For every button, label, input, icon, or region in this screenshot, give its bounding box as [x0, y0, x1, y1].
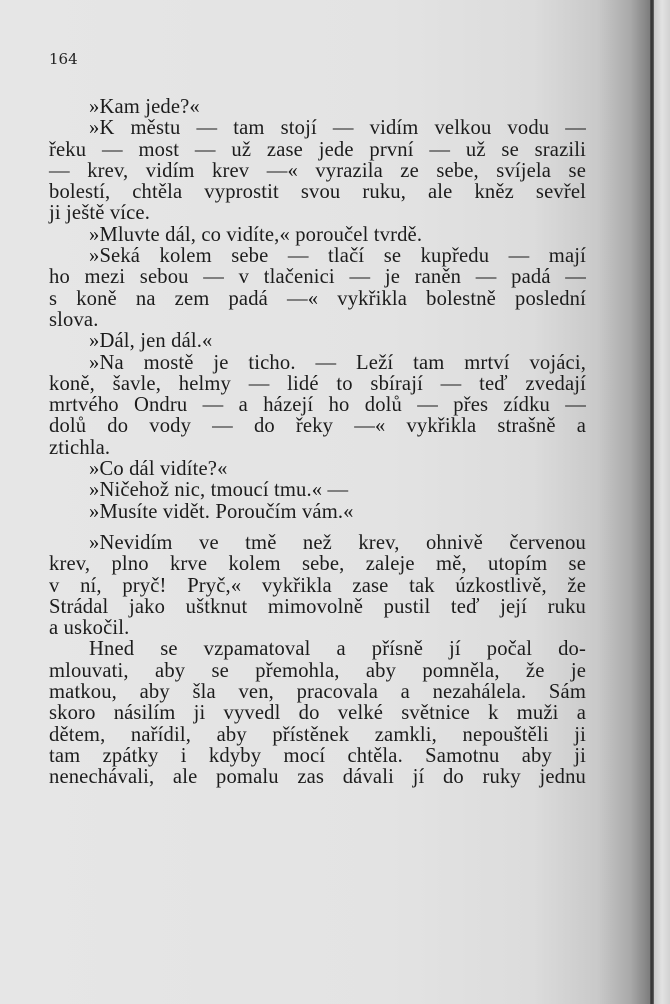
text-line: »Nevidím ve tmě než krev, ohnivě červenou: [89, 531, 586, 554]
text-line: slova.: [49, 308, 99, 331]
text-line: »Dál, jen dál.«: [89, 330, 213, 353]
text-line: »Musíte vidět. Poroučím vám.«: [89, 500, 354, 523]
text-line: dolů do vody — do řeky —« vykřikla strašně a: [49, 415, 586, 438]
text-line: »Seká kolem sebe — tlačí se kupředu — mají: [89, 245, 586, 268]
text-line: mlouvati, aby se přemohla, aby pomněla, že je: [49, 659, 586, 682]
body-text: [49, 97, 586, 789]
text-line: nenechávali, ale pomalu zas dávali jí do ruky jednu: [49, 766, 586, 789]
text-line: s koně na zem padá —« vykřikla bolestně poslední: [49, 287, 586, 310]
text-line: ho mezi sebou — v tlačenici — je raněn — padá —: [49, 266, 586, 289]
text-line: mrtvého Ondru — a házejí ho dolů — přes zídku —: [49, 394, 586, 417]
text-line: bolestí, chtěla vyprostit svou ruku, ale kněz sevřel: [49, 181, 586, 204]
text-line: matkou, aby šla ven, pracovala a nezahálela. Sám: [49, 681, 586, 704]
text-line: Hned se vzpamatoval a přísně jí počal do-: [89, 638, 586, 661]
text-line: »Mluvte dál, co vidíte,« poroučel tvrdě.: [89, 223, 423, 246]
page-number: 164: [49, 50, 78, 68]
text-line: ji ještě více.: [49, 202, 151, 225]
text-line: řeku — most — už zase jede první — už se srazili: [49, 138, 586, 161]
adjacent-page-edge: [654, 0, 670, 1004]
text-line: »Co dál vidíte?«: [89, 458, 228, 481]
text-line: ztichla.: [49, 436, 111, 459]
text-line: v ní, pryč! Pryč,« vykřikla zase tak úzkostlivě, že: [49, 574, 586, 597]
text-line: Strádal jako uštknut mimovolně pustil teď její ruku: [49, 595, 586, 618]
text-line: »Kam jede?«: [89, 96, 200, 118]
text-line: — krev, vidím krev —« vyrazila ze sebe, svíjela se: [49, 159, 586, 182]
text-line: »Na mostě je ticho. — Leží tam mrtví vojáci,: [89, 351, 586, 374]
text-line: a uskočil.: [49, 617, 130, 640]
text-line: »K městu — tam stojí — vidím velkou vodu —: [89, 117, 586, 140]
text-line: »Ničehož nic, tmoucí tmu.« —: [89, 479, 349, 502]
text-line: krev, plno krve kolem sebe, zaleje mě, utopím se: [49, 553, 586, 576]
text-line: dětem, nařídil, aby přístěnek zamkli, nepouštěli ji: [49, 723, 586, 746]
text-line: skoro násilím ji vyvedl do velké světnice k muži a: [49, 702, 586, 725]
text-line: tam zpátky i kdyby mocí chtěla. Samotnu aby ji: [49, 744, 586, 767]
text-line: koně, šavle, helmy — lidé to sbírají — teď zvedají: [49, 372, 586, 395]
